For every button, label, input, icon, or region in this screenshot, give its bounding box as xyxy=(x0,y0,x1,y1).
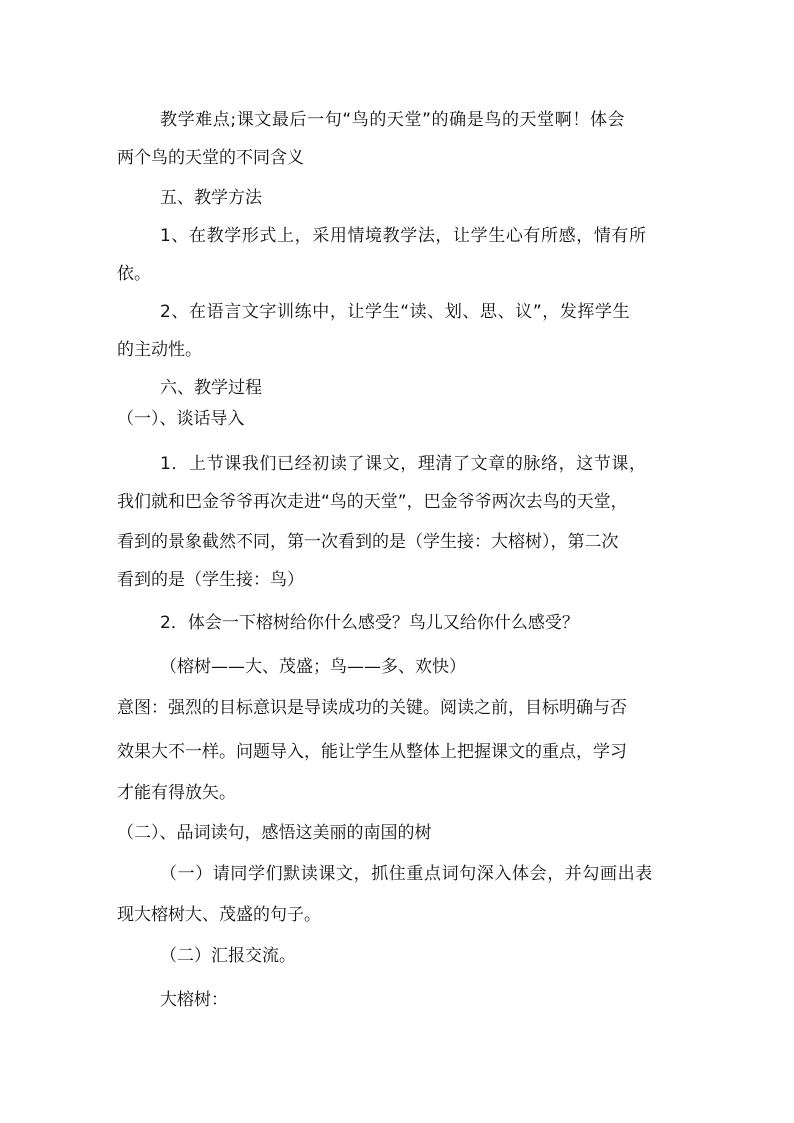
text-line: 1．上节课我们已经初读了课文，理清了文章的脉络，这节课， xyxy=(160,454,647,474)
section-heading: 六、教学过程 xyxy=(160,378,262,398)
text-line: 1、在教学形式上，采用情境教学法，让学生心有所感，情有所 xyxy=(160,226,647,246)
text-line: 依。 xyxy=(117,264,151,284)
text-line: 意图：强烈的目标意识是导读成功的关键。阅读之前，目标明确与否 xyxy=(117,698,627,718)
text-line: 才能有得放矢。 xyxy=(117,783,236,803)
text-line: （一）请同学们默读课文，抓住重点词句深入体会，并勾画出表 xyxy=(160,864,653,884)
text-line: 2、在语言文字训练中，让学生“读、划、思、议”，发挥学生 xyxy=(160,302,631,322)
text-line: 两个鸟的天堂的不同含义 xyxy=(117,148,304,168)
text-line: 看到的景象截然不同，第一次看到的是（学生接：大榕树），第二次 xyxy=(117,532,619,552)
text-line: 看到的是（学生接：鸟） xyxy=(117,570,304,590)
subsection-heading: （一）、谈话导入 xyxy=(117,409,245,429)
text-line: 2．体会一下榕树给你什么感受？鸟儿又给你什么感受？ xyxy=(160,613,579,633)
text-line: 我们就和巴金爷爷再次走进“鸟的天堂”，巴金爷爷两次去鸟的天堂， xyxy=(117,492,628,512)
text-line: 教学难点;课文最后一句“鸟的天堂”的确是鸟的天堂啊！体会 xyxy=(160,110,626,130)
text-line: （榕树——大、茂盛；鸟——多、欢快） xyxy=(160,657,466,677)
subsection-heading: （二）、品词读句，感悟这美丽的南国的树 xyxy=(117,823,432,843)
text-line: 现大榕树大、茂盛的句子。 xyxy=(117,905,321,925)
text-line: 的主动性。 xyxy=(117,340,202,360)
text-line: （二）汇报交流。 xyxy=(160,946,296,966)
text-line: 大榕树： xyxy=(160,990,228,1010)
text-line: 效果大不一样。问题导入，能让学生从整体上把握课文的重点，学习 xyxy=(117,742,627,762)
section-heading: 五、教学方法 xyxy=(160,188,262,208)
